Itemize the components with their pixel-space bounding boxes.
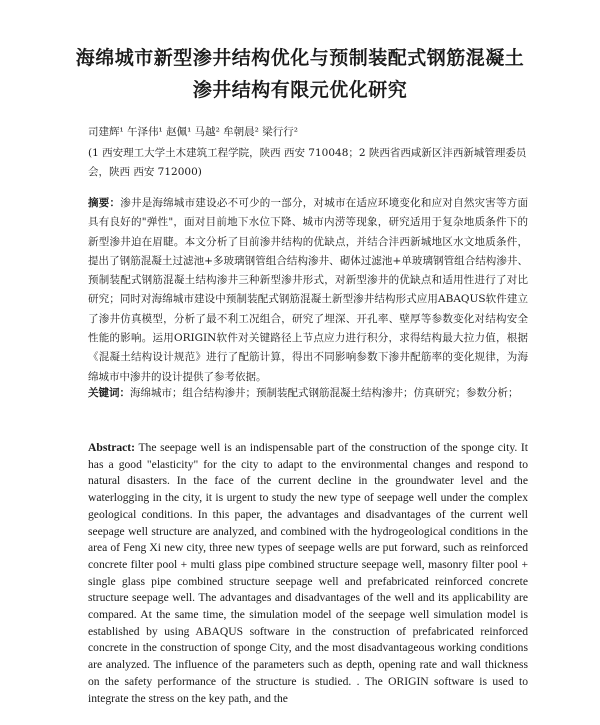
chinese-keywords-label: 关键词： [88, 387, 130, 399]
english-abstract-label: Abstract: [88, 441, 136, 454]
chinese-keywords-text: 海绵城市；组合结构渗井；预制装配式钢筋混凝土结构渗井；仿真研究；参数分析； [130, 387, 519, 399]
affiliation: (1 西安理工大学土木建筑工程学院，陕西 西安 710048；2 陕西省西咸新区沣西新城管理委员会，陕西 西安 712000) [88, 147, 527, 178]
title-line-2: 渗井结构有限元优化研究 [192, 79, 408, 101]
author-list: 司建辉¹ 午泽伟¹ 赵佩¹ 马越² 牟朝晨² 梁行行² [88, 126, 298, 138]
chinese-abstract-label: 摘要： [88, 197, 121, 209]
paper-title [60, 42, 540, 106]
chinese-abstract-text: 渗井是海绵城市建设必不可少的一部分，对城市在适应环境变化和应对自然灾害等方面具有良好的"弹性"，面对目前地下水位下降、城市内涝等现象，研究适用于复杂地质条件下的新型渗井迫在眉睫。本文分析了目前渗井结构的优缺点，并结合沣西新城地区水文地质条件，提出了钢筋混凝土过滤池+多玻璃钢管组合结构渗井、砌体过滤池+单玻璃钢管组合结构渗井、预制装配式钢筋混凝土结构渗井三种新型渗井形式，对新型渗井的优缺点和适用性进行了对比研究；同时对海绵城市建设中预制装配式钢筋混凝土新型渗井结构形式应用ABAQUS软件建立了渗井仿真模型，分析了最不利工况组合，研究了埋深、开孔率、壁厚等参数变化对结构安全性能的影响。运用ORIGIN软件对关键路径上节点应力进行积分，求得结构最大拉力值，根据《混凝土结构设计规范》进行了配筋计算，得出不同影响参数下渗井配筋率的变化规律，为海绵城市中渗井的设计提供了参考依据。 [88, 197, 529, 383]
english-abstract-text: The seepage well is an indispensable part of the construction of the sponge city. It has a good "elasticity" for the city to adapt to the environmental changes and respond to natural disasters. In the face of the current decline in the groundwater level and the waterlogging in the city, it is urgent to study the new type of seepage well under the complex geological conditions. In this paper, the advantages and disadvantages of the current well seepage well structure are analyzed, and combined with the hydrogeological conditions in the area of Feng Xi new city, three new types of seepage wells are put forward, such as reinforced concrete filter pool + multi glass pipe combined structure seepage well, masonry filter pool + single glass pipe combined structure seepage well and prefabricated reinforced concrete structure seepage well. The advantages and disadvantages of the well and its applicability are compared. At the same time, the simulation model of the seepage well simulation model is established by using ABAQUS software in the construction of prefabricated reinforced concrete in the construction of sponge City, and the most disadvantageous working conditions are analyzed. The influence of the parameters such as depth, opening rate and wall thickness on the safety performance of the structure is studied. . The ORIGIN software is used to integrate the stress on the key path, and the [88, 441, 528, 705]
title-line-1: 海绵城市新型渗井结构优化与预制装配式钢筋混凝土 [75, 47, 525, 69]
chinese-abstract [88, 194, 528, 387]
chinese-keywords [88, 384, 528, 403]
english-abstract [88, 440, 528, 707]
